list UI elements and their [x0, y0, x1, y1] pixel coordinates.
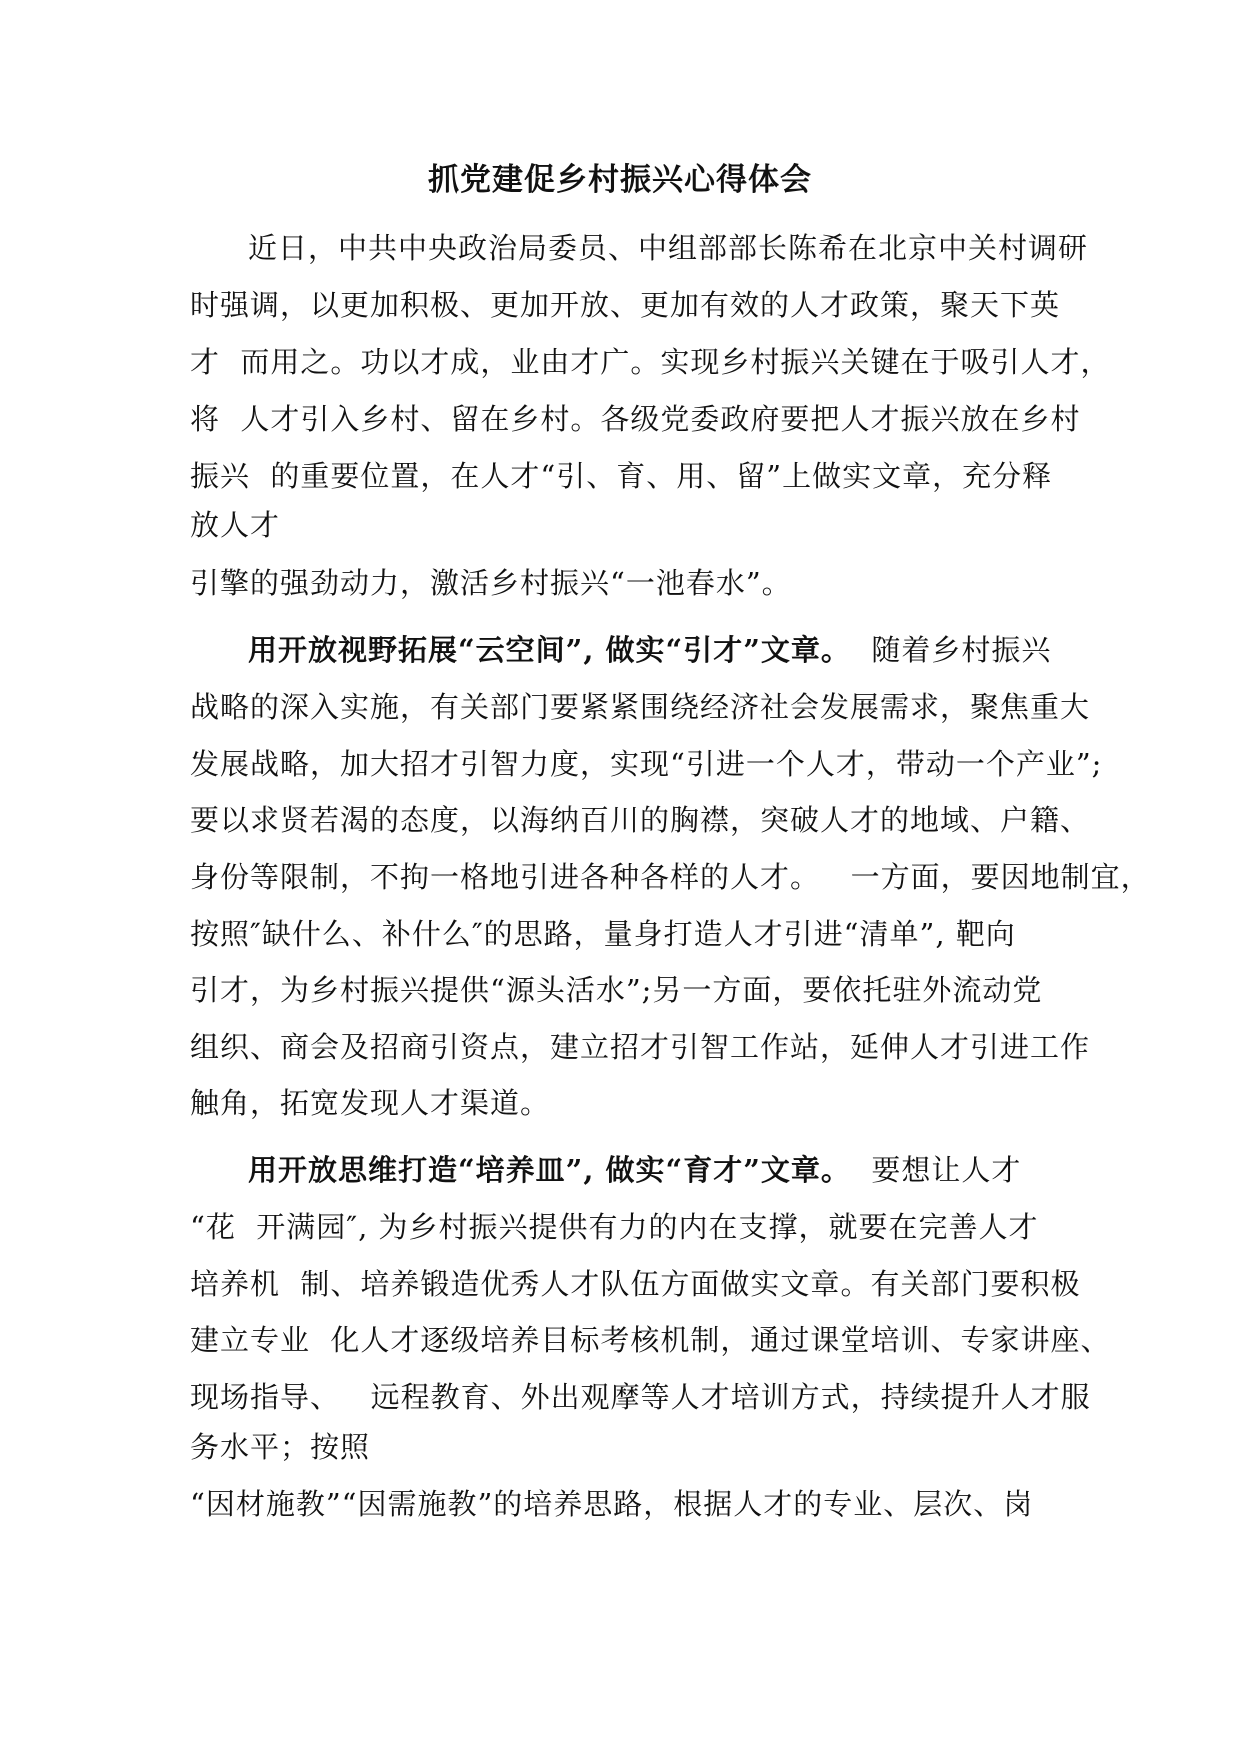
section1-line-8: 组织、商会及招商引资点，建立招才引智工作站，延伸人才引进工作	[190, 1030, 1091, 1064]
section1-line-5: 身份等限制，不拘一格地引进各种各样的人才。 一方面，要因地制宜，	[190, 860, 1151, 894]
section2-line-5: 现场指导、 远程教育、外出观摩等人才培训方式，持续提升人才服	[190, 1380, 1091, 1414]
section1-line-4: 要以求贤若渴的态度，以海纳百川的胸襟，突破人才的地域、户籍、	[190, 803, 1091, 837]
section2-first-line-rest: 要想让人才	[850, 1153, 1022, 1187]
section1-first-line-rest: 随着乡村振兴	[850, 633, 1052, 667]
section1-line-9: 触角，拓宽发现人才渠道。	[190, 1086, 551, 1120]
document-title: 抓党建促乡村振兴心得体会	[428, 162, 812, 198]
section2-line-7: “因材施教”“因需施教”的培养思路，根据人才的专业、层次、岗	[190, 1487, 1034, 1521]
section2-line-6: 务水平；按照	[190, 1430, 371, 1464]
section2-first-line	[248, 1150, 1021, 1190]
section1-line-3: 发展战略，加大招才引智力度，实现“引进一个人才，带动一个产业”;	[190, 747, 1103, 781]
intro-line-2: 时强调，以更加积极、更加开放、更加有效的人才政策，聚天下英	[190, 288, 1061, 322]
section2-line-3: 培养机 制、培养锻造优秀人才队伍方面做实文章。有关部门要积极	[190, 1267, 1081, 1301]
section1-heading: 用开放视野拓展“云空间”, 做实“引才”文章。	[248, 633, 851, 667]
intro-line-4: 将 人才引入乡村、留在乡村。各级党委政府要把人才振兴放在乡村	[190, 402, 1081, 436]
intro-line-5: 振兴 的重要位置，在人才“引、育、用、留”上做实文章，充分释	[190, 459, 1053, 493]
intro-line-3: 才 而用之。功以才成，业由才广。实现乡村振兴关键在于吸引人才，	[190, 345, 1111, 379]
intro-line-1: 近日，中共中央政治局委员、中组部部长陈希在北京中关村调研	[248, 231, 1089, 265]
section1-line-2: 战略的深入实施，有关部门要紧紧围绕经济社会发展需求，聚焦重大	[190, 690, 1091, 724]
section1-first-line	[248, 630, 1051, 670]
section2-line-2: “花 开满园″, 为乡村振兴提供有力的内在支撑，就要在完善人才	[190, 1210, 1039, 1244]
section1-line-6: 按照″缺什么、补什么″的思路，量身打造人才引进“清单”, 靶向	[190, 917, 1016, 951]
section1-line-7: 引才，为乡村振兴提供“源头活水”;另一方面，要依托驻外流动党	[190, 973, 1043, 1007]
section2-line-4: 建立专业 化人才逐级培养目标考核机制，通过课堂培训、专家讲座、	[190, 1323, 1111, 1357]
intro-line-6: 放人才	[190, 508, 281, 542]
section2-heading: 用开放思维打造“培养皿”, 做实“育才”文章。	[248, 1153, 851, 1187]
intro-line-7: 引擎的强劲动力，激活乡村振兴“一池春水”。	[190, 566, 792, 600]
